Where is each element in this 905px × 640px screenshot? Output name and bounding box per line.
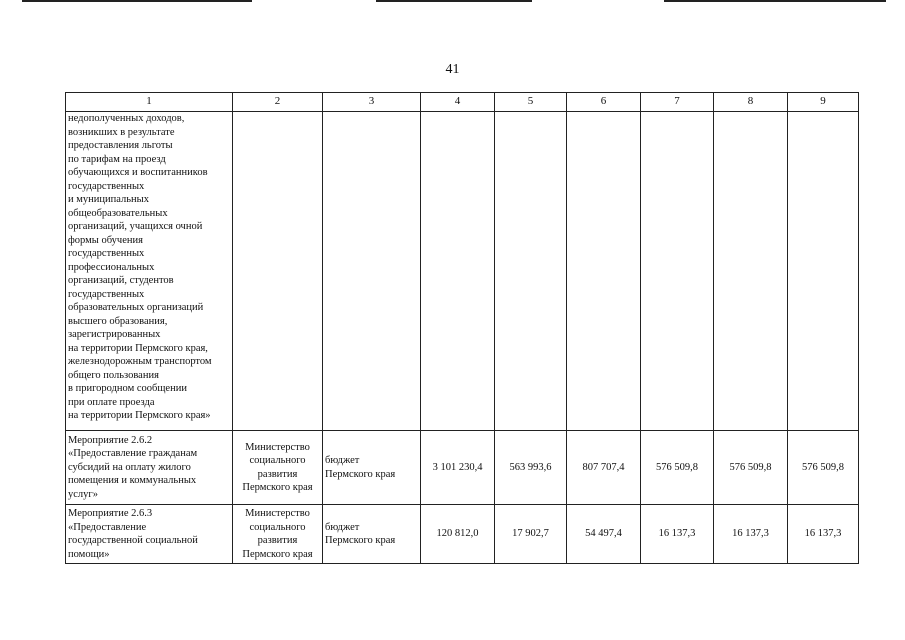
header-cell: 2 [233,93,323,112]
value-cell: 54 497,4 [567,505,641,564]
page-number: 41 [445,62,460,77]
measure-name: Мероприятие 2.6.2 «Предоставление гражданам субсидий на оплату жилого помещения и коммунальных услуг» [66,431,233,505]
empty-cell [641,112,714,431]
header-cell: 3 [323,93,421,112]
scan-edge-left [22,0,252,2]
executor: Министерство социального развития Пермского края [233,431,323,505]
value-cell: 576 509,8 [641,431,714,505]
executor: Министерство социального развития Пермского края [233,505,323,564]
funding-source: бюджет Пермского края [323,505,421,564]
empty-cell [233,112,323,431]
empty-cell [323,112,421,431]
empty-cell [495,112,567,431]
header-cell: 7 [641,93,714,112]
empty-cell [567,112,641,431]
header-cell: 8 [714,93,788,112]
header-cell: 1 [66,93,233,112]
scan-edge-right [664,0,886,2]
value-cell: 16 137,3 [714,505,788,564]
empty-cell [421,112,495,431]
header-row [66,93,859,112]
continuation-text: недополученных доходов, возникших в результате предоставления льготы по тарифам на проезд обучающихся и воспитанников государственных и муниципальных общеобразовательных организаций, учащихся очной формы обучения государственных профессиональных организаций, студентов государственных образовательных организаций высшего образования, зарегистрированных на территории Пермского края, железнодорожным транспортом общего пользования в пригородном сообщении при оплате проезда на территории Пермского края» [66,112,233,431]
continuation-row [66,112,859,431]
header-cell: 5 [495,93,567,112]
value-cell: 16 137,3 [788,505,859,564]
empty-cell [788,112,859,431]
header-cell: 9 [788,93,859,112]
value-cell: 807 707,4 [567,431,641,505]
value-cell: 16 137,3 [641,505,714,564]
table-row [66,431,859,505]
value-cell: 120 812,0 [421,505,495,564]
value-cell: 3 101 230,4 [421,431,495,505]
measure-name: Мероприятие 2.6.3 «Предоставление государственной социальной помощи» [66,505,233,564]
value-cell: 576 509,8 [714,431,788,505]
header-cell: 6 [567,93,641,112]
value-cell: 563 993,6 [495,431,567,505]
empty-cell [714,112,788,431]
scan-edge-center [376,0,532,2]
table-row [66,505,859,564]
budget-table [65,92,859,564]
value-cell: 17 902,7 [495,505,567,564]
value-cell: 576 509,8 [788,431,859,505]
header-cell: 4 [421,93,495,112]
funding-source: бюджет Пермского края [323,431,421,505]
